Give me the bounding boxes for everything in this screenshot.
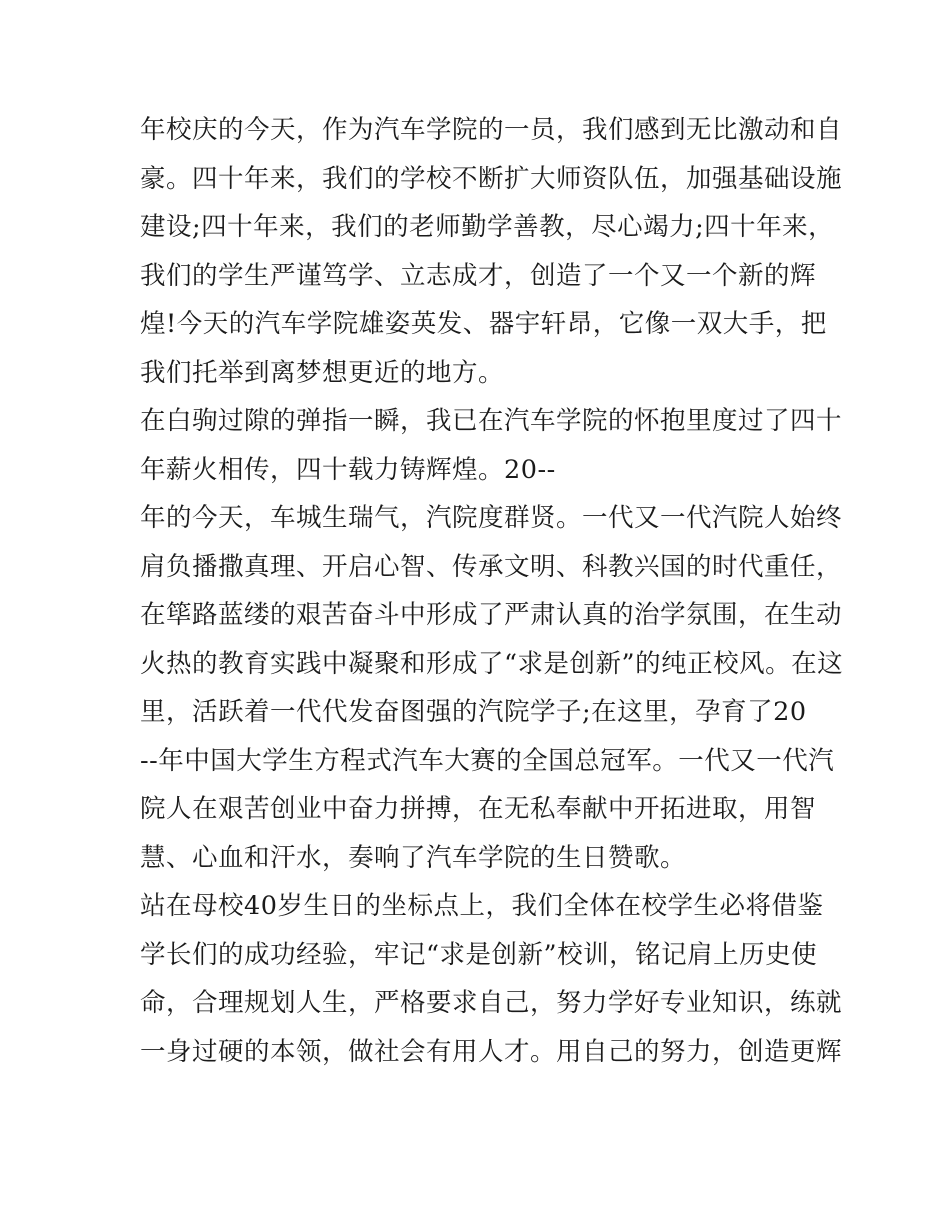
text-line: 在白驹过隙的弹指一瞬，我已在汽车学院的怀抱里度过了四十 — [140, 406, 843, 436]
text-line: 我们托举到离梦想更近的地方。 — [140, 357, 505, 388]
text-line: 在筚路蓝缕的艰苦奋斗中形成了严肃认真的治学氛围，在生动 — [140, 600, 843, 630]
text-line: 年薪火相传，四十载力铸辉煌。20-- — [140, 454, 556, 485]
document-body — [140, 106, 844, 1076]
text-line: 站在母校40岁生日的坐标点上，我们全体在校学生必将借鉴 — [140, 891, 824, 921]
text-line: 煌!今天的汽车学院雄姿英发、器宇轩昂，它像一双大手，把 — [140, 309, 827, 339]
text-line: 院人在艰苦创业中奋力拼搏，在无私奉献中开拓进取，用智 — [140, 794, 817, 824]
text-line: 年校庆的今天，作为汽车学院的一员，我们感到无比激动和自 — [140, 115, 843, 145]
text-line: 年的今天，车城生瑞气，汽院度群贤。一代又一代汽院人始终 — [140, 503, 843, 533]
text-line: 建设;四十年来，我们的老师勤学善教，尽心竭力;四十年来， — [140, 212, 835, 242]
text-line: 学长们的成功经验，牢记“求是创新”校训，铭记肩上历史使 — [140, 939, 818, 970]
text-line: --年中国大学生方程式汽车大赛的全国总冠军。一代又一代汽 — [140, 745, 835, 776]
text-line: 慧、心血和汗水，奏响了汽车学院的生日赞歌。 — [140, 842, 687, 873]
text-line: 豪。四十年来，我们的学校不断扩大师资队伍，加强基础设施 — [140, 163, 843, 194]
text-line: 肩负播撒真理、开启心智、传承文明、科教兴国的时代重任， — [140, 551, 843, 582]
text-line: 里，活跃着一代代发奋图强的汽院学子;在这里，孕育了20 — [140, 697, 807, 727]
text-line: 命，合理规划人生，严格要求自己，努力学好专业知识，练就 — [140, 988, 843, 1018]
text-line: 一身过硬的本领，做社会有用人才。用自己的努力，创造更辉 — [140, 1036, 843, 1067]
text-line: 火热的教育实践中凝聚和形成了“求是创新”的纯正校风。在这 — [140, 648, 844, 679]
text-line: 我们的学生严谨笃学、立志成才，创造了一个又一个新的辉 — [140, 260, 817, 291]
